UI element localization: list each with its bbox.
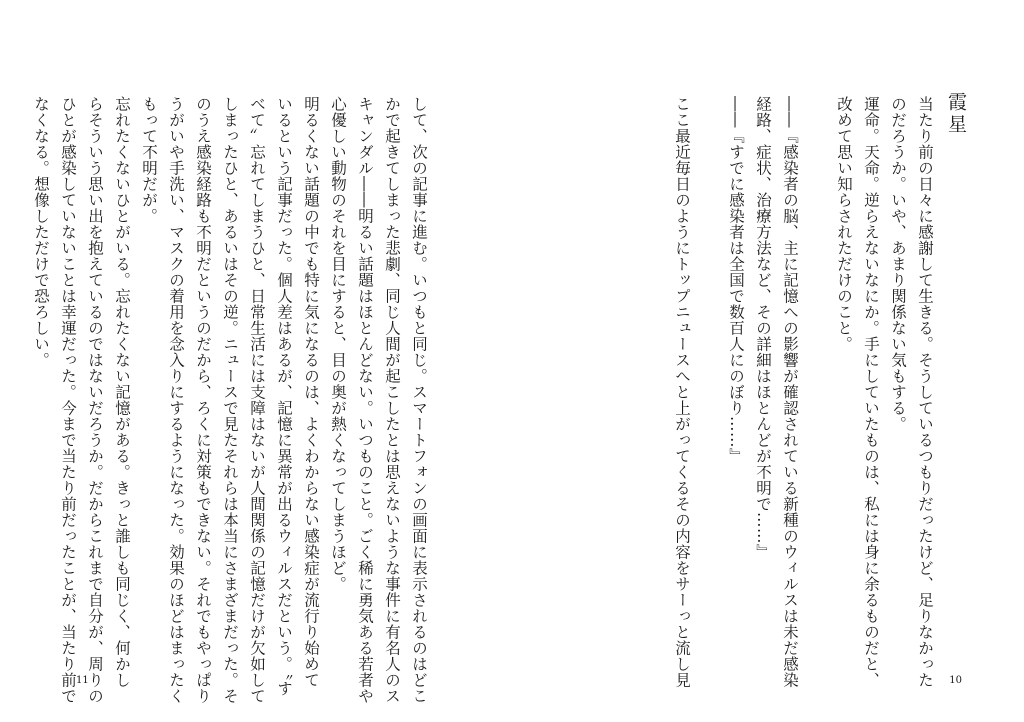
text-line: して、次の記事に進む。いつもと同じ。スマートフォンの画面に表示されるのはどこ bbox=[410, 96, 428, 704]
text-line: 心優しい動物のそれを目にすると、目の奥が熱くなってしまうほど。 bbox=[329, 96, 347, 592]
right-page bbox=[512, 0, 1024, 722]
page-number: 11 bbox=[76, 675, 89, 686]
text-line: ――『すでに感染者は全国で数百人にのぼり……』 bbox=[727, 96, 745, 464]
text-line: 当たり前の日々に感謝して生きる。そうしているつもりだったけど、足りなかった bbox=[916, 96, 934, 688]
blank-line bbox=[803, 96, 830, 656]
text-line: のうえ感染経路も不明だというのだから、ろくに対策もできない。それでもやっぱり bbox=[194, 96, 212, 704]
text-line: のだろうか。いや、あまり関係ない気もする。 bbox=[889, 96, 907, 432]
text-line: べて〟忘れてしまうひと、日常生活には支障はないが人間関係の記憶だけが欠如して bbox=[248, 96, 266, 704]
text-line: ――『感染者の脳、主に記憶への影響が確認されている新種のウィルスは未だ感染 bbox=[781, 96, 799, 688]
text-line: なくなる。想像しただけで恐ろしい。 bbox=[32, 96, 50, 368]
text-line: キャンダル――明るい話題はほとんどない。いつものこと。ごく稀に勇気ある若者や bbox=[356, 96, 374, 704]
blank-line bbox=[695, 96, 722, 656]
text-line: 明るくない話題の中でも特に気になるのは、よくわからない感染症が流行り始めて bbox=[302, 96, 320, 688]
text-line: 運命。天命。逆らえないなにか。手にしていたものは、私には身に余るものだと、 bbox=[862, 96, 880, 688]
text-line: 忘れたくないひとがいる。忘れたくない記憶がある。きっと誰しも同じく、何かし bbox=[113, 96, 131, 688]
text-line: ここ最近毎日のようにトップニュースへと上がってくるその内容をサーっと流し見 bbox=[673, 96, 691, 688]
text-line: らそういう思い出を抱えているのではないだろうか。だからこれまで自分が、周りの bbox=[86, 96, 104, 704]
text-line: 経路、症状、治療方法など、その詳細はほとんどが不明で……』 bbox=[754, 96, 772, 560]
text-line: うがいや手洗い、マスクの着用を念入りにするようになった。効果のほどはまったく bbox=[167, 96, 185, 704]
page-number: 10 bbox=[949, 675, 962, 686]
text-line: しまったひと、あるいはその逆。ニュースで見たそれらは本当にさまざまだった。そ bbox=[221, 96, 239, 704]
text-line: ひとが感染していないことは幸運だった。今まで当たり前だったことが、当たり前で bbox=[59, 96, 77, 704]
text-line: いるという記事だった。個人差はあるが、記憶に異常が出るウィルスだという。〝す bbox=[275, 96, 293, 697]
right-page-text bbox=[668, 96, 938, 688]
text-line: もって不明だが。 bbox=[140, 96, 158, 224]
text-line: かで起きてしまった悲劇、同じ人間が起こしたとは思えないような事件に有名人のス bbox=[383, 96, 401, 704]
text-line: 改めて思い知らされただけのこと。 bbox=[835, 96, 853, 352]
chapter-heading: 霞星 bbox=[945, 92, 967, 136]
